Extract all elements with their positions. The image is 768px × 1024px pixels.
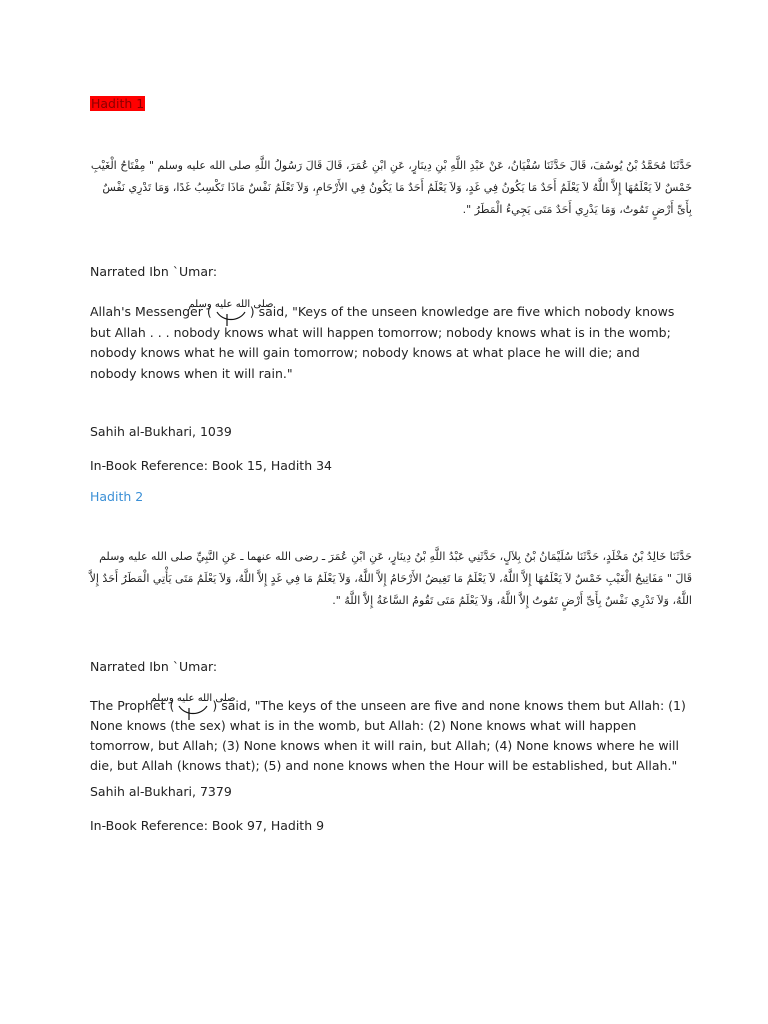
hadith-1-heading: Hadith 1	[91, 96, 145, 111]
hadith-2-narrator: Narrated Ibn `Umar:	[90, 659, 218, 674]
hadith-2-arabic-text: حَدَّثَنَا خَالِدُ بْنُ مَخْلَدٍ، حَدَّثَنَا سُلَيْمَانُ بْنُ بِلاَلٍ، حَدَّثَنِي عَبْدُ اللَّهِ بْنُ دِينَارٍ، عَنِ ابْنِ عُمَرَ ـ رضى الله عنهما ـ عَنِ النَّبِيِّ صلى الله عليه وسلم قَالَ " مَفَاتِيحُ الْغَيْبِ خَمْسٌ لاَ يَعْلَمُهَا إِلاَّ اللَّهُ، لاَ يَعْلَمُ مَا تَغِيضُ الأَرْحَامُ إِلاَّ اللَّهُ، وَلاَ يَعْلَمُ مَا فِي غَدٍ إِلاَّ اللَّهُ، وَلاَ يَعْلَمُ مَتَى يَأْتِي الْمَطَرُ أَحَدٌ إِلاَّ اللَّهُ، وَلاَ تَدْرِي نَفْسٌ بِأَىِّ أَرْضٍ تَمُوتُ إِلاَّ اللَّهُ، وَلاَ يَعْلَمُ مَتَى تَقُومُ السَّاعَةُ إِلاَّ اللَّهُ ".	[89, 550, 692, 607]
hadith-2-heading: Hadith 2	[90, 489, 144, 504]
hadith-2-translation-before: The Prophet (	[90, 698, 175, 713]
hadith-2-source: Sahih al-Bukhari, 7379	[90, 784, 232, 799]
hadith-1-source: Sahih al-Bukhari, 1039	[90, 424, 232, 439]
hadith-1-translation-before: Allah's Messenger (	[90, 304, 212, 319]
hadith-2-translation	[90, 690, 690, 776]
hadith-1-translation-after: ) said, "Keys of the unseen knowledge are five which nobody knows but Allah . . . nobody knows what will happen tomorrow; nobody knows what is in the womb; nobody knows what he will gain tomorrow; nobody knows at what place he will die; and nobody knows when it will rain."	[90, 304, 675, 381]
pbuh-calligraphy-icon	[150, 690, 236, 716]
hadith-2-translation-after: ) said, "The keys of the unseen are five and none knows them but Allah: (1) None knows (the sex) what is in the womb, but Allah: (2) None knows what will happen tomorrow, but Allah; (3) None knows when it will rain, but Allah; (4) None knows where he will die, but Allah (knows that); (5) and none knows when the Hour will be established, but Allah."	[90, 698, 686, 773]
hadith-1-arabic-text: حَدَّثَنَا مُحَمَّدُ بْنُ يُوسُفَ، قَالَ حَدَّثَنَا سُفْيَانُ، عَنْ عَبْدِ اللَّهِ بْنِ دِينَارٍ، عَنِ ابْنِ عُمَرَ، قَالَ قَالَ رَسُولُ اللَّهِ صلى الله عليه وسلم " مِفْتَاحُ الْغَيْبِ خَمْسٌ لاَ يَعْلَمُهَا إِلاَّ اللَّهُ لاَ يَعْلَمُ أَحَدٌ مَا يَكُونُ فِي غَدٍ، وَلاَ يَعْلَمُ أَحَدٌ مَا يَكُونُ فِي الأَرْحَامِ، وَلاَ تَعْلَمُ نَفْسٌ مَاذَا تَكْسِبُ غَدًا، وَمَا تَدْرِي نَفْسٌ بِأَىِّ أَرْضٍ تَمُوتُ، وَمَا يَدْرِي أَحَدٌ مَتَى يَجِيءُ الْمَطَرُ ".	[90, 159, 692, 216]
pbuh-calligraphy-icon	[188, 296, 274, 322]
hadith-2-reference: In-Book Reference: Book 97, Hadith 9	[90, 818, 325, 833]
hadith-1-reference: In-Book Reference: Book 15, Hadith 34	[90, 458, 332, 473]
hadith-1-translation	[90, 296, 690, 384]
hadith-1-narrator: Narrated Ibn `Umar:	[90, 264, 218, 279]
hadith-1-heading-line	[90, 94, 690, 114]
pbuh-glyph-text: صلى الله عليه وسلم	[150, 693, 236, 704]
pbuh-glyph-text: صلى الله عليه وسلم	[188, 299, 274, 310]
